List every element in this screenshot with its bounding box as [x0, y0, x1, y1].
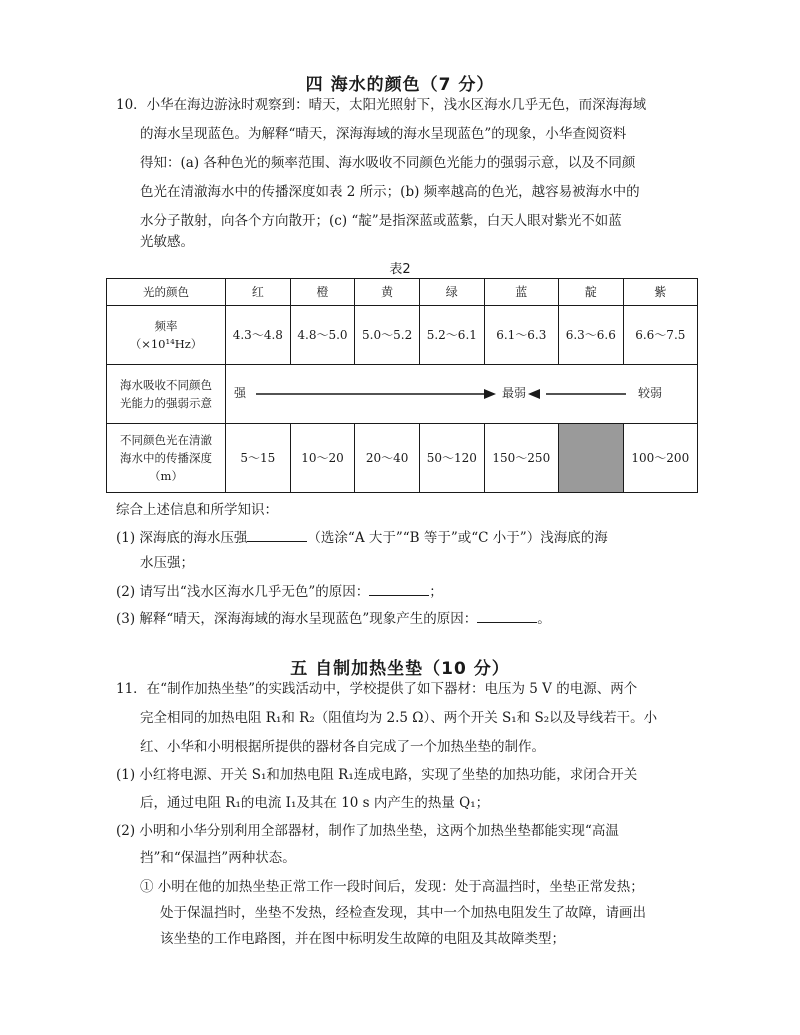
q1-answer-blank[interactable]	[247, 527, 307, 542]
table-row-absorption	[107, 365, 698, 424]
freq-cell: 6.3～6.6	[558, 306, 623, 365]
q11-line-2: 完全相同的加热电阻 R₁和 R₂（阻值均为 2.5 Ω）、两个开关 S₁和 S₂以及导线若干。小	[140, 710, 658, 726]
part-1-line-1: (1) 小红将电源、开关 S₁和加热电阻 R₁连成电路，实现了坐垫的加热功能，求闭合开关	[116, 767, 638, 783]
depth-cell: 20～40	[355, 424, 420, 493]
summary-text: 综合上述信息和所学知识：	[116, 502, 278, 518]
q10-line-2: 的海水呈现蓝色。为解释“晴天，深海海域的海水呈现蓝色”的现象，小华查阅资料	[140, 126, 627, 142]
depth-label-line2: 海水中的传播深度	[120, 451, 212, 465]
part-2a-line-1: ① 小明在他的加热坐垫正常工作一段时间后，发现：处于高温挡时，坐垫正常发热；	[140, 879, 644, 895]
depth-label-line3: （m）	[149, 469, 183, 483]
color-cell: 蓝	[484, 279, 558, 306]
q1-text-a: (1) 深海底的海水压强	[116, 530, 248, 546]
freq-cell: 4.3～4.8	[226, 306, 291, 365]
depth-label	[107, 424, 226, 493]
q11-line-1: 11．在“制作加热坐垫”的实践活动中，学校提供了如下器材：电压为 5 V 的电源、两个	[116, 681, 638, 697]
q11-line-3: 红、小华和小明根据所提供的器材各自完成了一个加热坐垫的制作。	[140, 739, 545, 755]
depth-cell: 150～250	[484, 424, 558, 493]
section-5-title: 五 自制加热坐垫（10 分）	[290, 659, 510, 679]
part-2-line-1: (2) 小明和小华分别利用全部器材，制作了加热坐垫，这两个加热坐垫都能实现“高温	[116, 823, 619, 839]
q10-line-3: 得知：(a) 各种色光的频率范围、海水吸收不同颜色光能力的强弱示意，以及不同颜	[140, 155, 636, 171]
q10-line-4: 色光在清澈海水中的传播深度如表 2 所示；(b) 频率越高的色光，越容易被海水中的	[140, 184, 640, 200]
question-2	[116, 581, 443, 602]
color-cell: 橙	[290, 279, 355, 306]
absorption-arrow-lines	[226, 365, 698, 423]
q10-line-6: 光敏感。	[140, 234, 194, 250]
section-4-title: 四 海水的颜色（7 分）	[305, 75, 495, 95]
depth-cell: 100～200	[623, 424, 697, 493]
depth-cell: 10～20	[290, 424, 355, 493]
q1-text-b: （选涂“A 大于”“B 等于”或“C 小于”）浅海底的海	[307, 530, 608, 546]
table-row-depth	[107, 424, 698, 493]
q3-answer-blank[interactable]	[477, 608, 537, 623]
depth-cell: 50～120	[419, 424, 484, 493]
freq-cell: 6.6～7.5	[623, 306, 697, 365]
part-1-line-2: 后，通过电阻 R₁的电流 I₁及其在 10 s 内产生的热量 Q₁；	[140, 795, 490, 811]
freq-cell: 5.2～6.1	[419, 306, 484, 365]
table-caption: 表2	[389, 262, 411, 277]
absorb-label-line2: 光能力的强弱示意	[120, 396, 212, 410]
q1-text-c: 水压强；	[140, 555, 194, 571]
depth-label-line1: 不同颜色光在清澈	[120, 433, 212, 447]
part-2-line-2: 挡”和“保温挡”两种状态。	[140, 850, 296, 866]
q10-line-1: 10．小华在海边游泳时观察到：晴天，太阳光照射下，浅水区海水几乎无色，而深海海域	[116, 97, 647, 113]
freq-label	[107, 306, 226, 365]
depth-cell-hidden	[558, 424, 623, 493]
color-cell: 紫	[623, 279, 697, 306]
color-cell: 靛	[558, 279, 623, 306]
table-2	[106, 278, 698, 493]
depth-cell: 5～15	[226, 424, 291, 493]
q3-text-a: (3) 解释“晴天，深海海域的海水呈现蓝色”现象产生的原因：	[116, 611, 478, 627]
q2-text-b: ；	[429, 584, 443, 600]
absorb-weakest-label: 最弱	[502, 386, 527, 400]
freq-cell: 4.8～5.0	[290, 306, 355, 365]
freq-label-line2: （×10¹⁴Hz）	[129, 337, 203, 351]
color-cell: 绿	[419, 279, 484, 306]
question-3	[116, 608, 551, 629]
q2-text-a: (2) 请写出“浅水区海水几乎无色”的原因：	[116, 584, 370, 600]
absorption-arrow-cell	[226, 365, 698, 424]
table-row-frequency	[107, 306, 698, 365]
absorb-weaker-label: 较弱	[638, 386, 663, 400]
absorb-label-line1: 海水吸收不同颜色	[120, 378, 212, 392]
header-label: 光的颜色	[107, 279, 226, 306]
part-2a-line-3: 该坐垫的工作电路图，并在图中标明发生故障的电阻及其故障类型；	[160, 931, 565, 947]
color-cell: 红	[226, 279, 291, 306]
color-cell: 黄	[355, 279, 420, 306]
freq-label-line1: 频率	[154, 319, 178, 333]
q3-text-b: 。	[537, 611, 551, 627]
freq-cell: 6.1～6.3	[484, 306, 558, 365]
absorb-label	[107, 365, 226, 424]
part-2a-line-2: 处于保温挡时，坐垫不发热，经检查发现，其中一个加热电阻发生了故障，请画出	[160, 905, 646, 921]
q2-answer-blank[interactable]	[369, 581, 429, 596]
table-row-colors	[107, 279, 698, 306]
absorb-strong-label: 强	[234, 386, 247, 400]
freq-cell: 5.0～5.2	[355, 306, 420, 365]
absorption-arrow	[226, 365, 697, 423]
question-1	[116, 527, 608, 548]
q10-line-5: 水分子散射，向各个方向散开；(c) “靛”是指深蓝或蓝紫，白天人眼对紫光不如蓝	[140, 213, 622, 229]
